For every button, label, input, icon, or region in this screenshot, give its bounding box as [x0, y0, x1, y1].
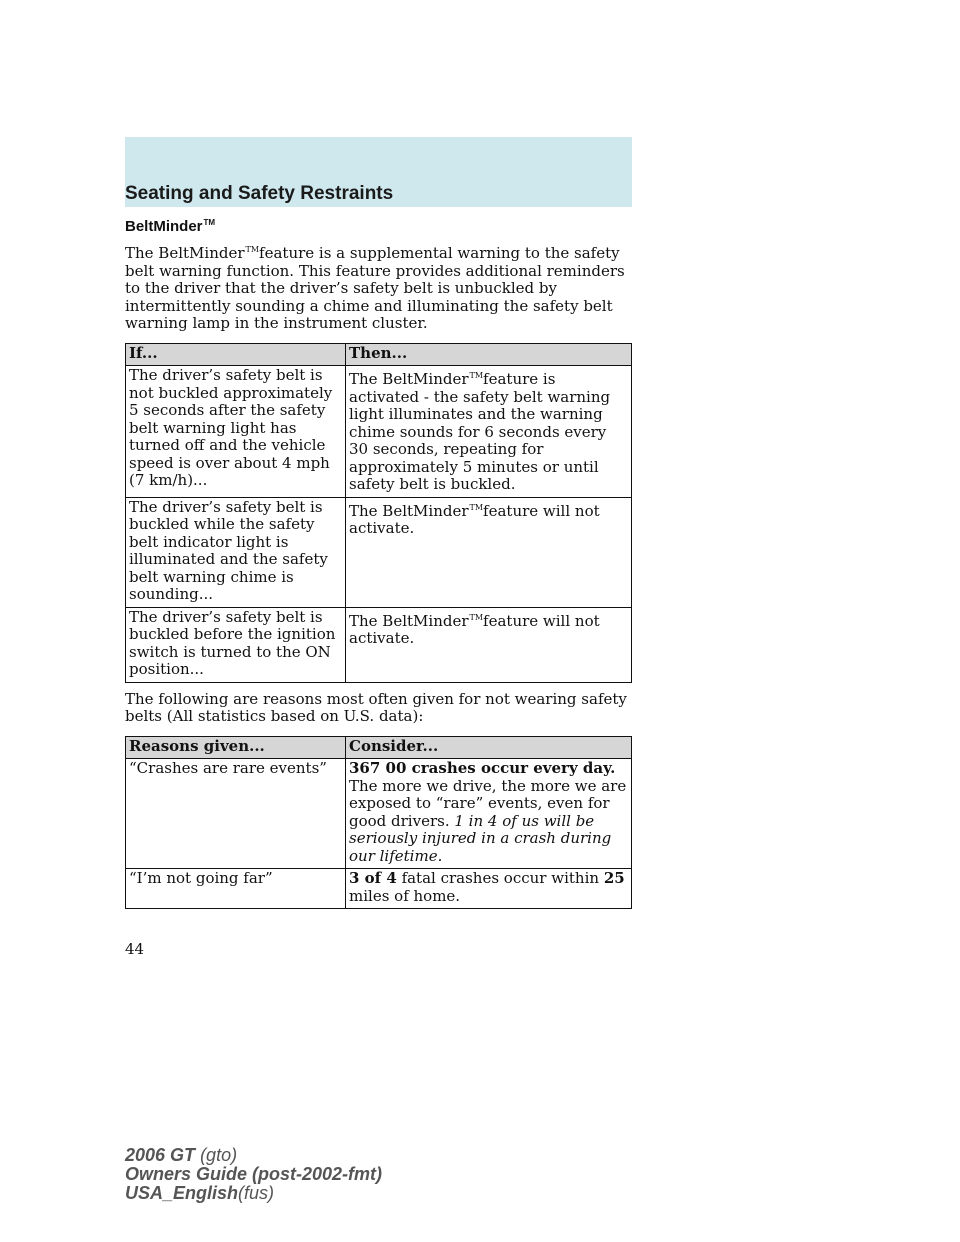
- page-number: 44: [125, 940, 145, 958]
- result-cell: The BeltMinder™feature is activated - the safety belt warning light illuminates and the warning chime sounds for 6 seconds every 30 seconds, repeating for approximately 5 minutes or until safety belt is buckled.: [346, 366, 632, 498]
- beltminder-table: [125, 343, 632, 683]
- consider-cell: 367 00 crashes occur every day. The more we drive, the more we are exposed to “rare” events, even for good drivers. 1 in 4 of us will be seriously injured in a crash during our lifetime.: [346, 759, 632, 869]
- condition-cell: The driver’s safety belt is buckled while the safety belt indicator light is illuminated and the safety belt warning chime is sounding...: [126, 497, 346, 607]
- reasons-table: [125, 736, 632, 910]
- section-title: BeltMinder™: [125, 218, 216, 235]
- reason-cell: “I’m not going far”: [126, 869, 346, 909]
- result-cell: The BeltMinder™feature will not activate.: [346, 607, 632, 682]
- table-header-row: [126, 736, 632, 759]
- result-cell: The BeltMinder™feature will not activate.: [346, 497, 632, 607]
- footer-line-language: USA_English(fus): [125, 1183, 275, 1203]
- page-header-title: Seating and Safety Restraints: [125, 183, 394, 204]
- table-header-if: If...: [126, 343, 346, 366]
- table-header-reasons: Reasons given...: [126, 736, 346, 759]
- condition-cell: The driver’s safety belt is buckled before the ignition switch is turned to the ON position...: [126, 607, 346, 682]
- footer-line-model: 2006 GT (gto): [125, 1145, 238, 1165]
- page-content: [125, 214, 632, 917]
- intro-paragraph: The BeltMinder™feature is a supplemental warning to the safety belt warning function. This feature provides additional reminders to the driver that the driver’s safety belt is unbuckled by intermittently sounding a chime and illuminating the safety belt warning lamp in the instrument cluster.: [125, 244, 625, 332]
- table-row: [126, 497, 632, 607]
- condition-cell: The driver’s safety belt is not buckled approximately 5 seconds after the safety belt warning light has turned off and the vehicle speed is over about 4 mph (7 km/h)...: [126, 366, 346, 498]
- table-header-then: Then...: [346, 343, 632, 366]
- table-row: [126, 366, 632, 498]
- table-row: [126, 759, 632, 869]
- reason-cell: “Crashes are rare events”: [126, 759, 346, 869]
- table-header-consider: Consider...: [346, 736, 632, 759]
- document-footer: [125, 1146, 382, 1203]
- table-row: [126, 869, 632, 909]
- consider-cell: 3 of 4 fatal crashes occur within 25 miles of home.: [346, 869, 632, 909]
- table-row: [126, 607, 632, 682]
- trademark-mark: TM: [245, 245, 260, 254]
- trademark-mark: TM: [203, 218, 216, 227]
- reasons-intro-paragraph: The following are reasons most often given for not wearing safety belts (All statistics based on U.S. data):: [125, 689, 627, 725]
- footer-line-guide: Owners Guide (post-2002-fmt): [125, 1164, 383, 1184]
- table-header-row: [126, 343, 632, 366]
